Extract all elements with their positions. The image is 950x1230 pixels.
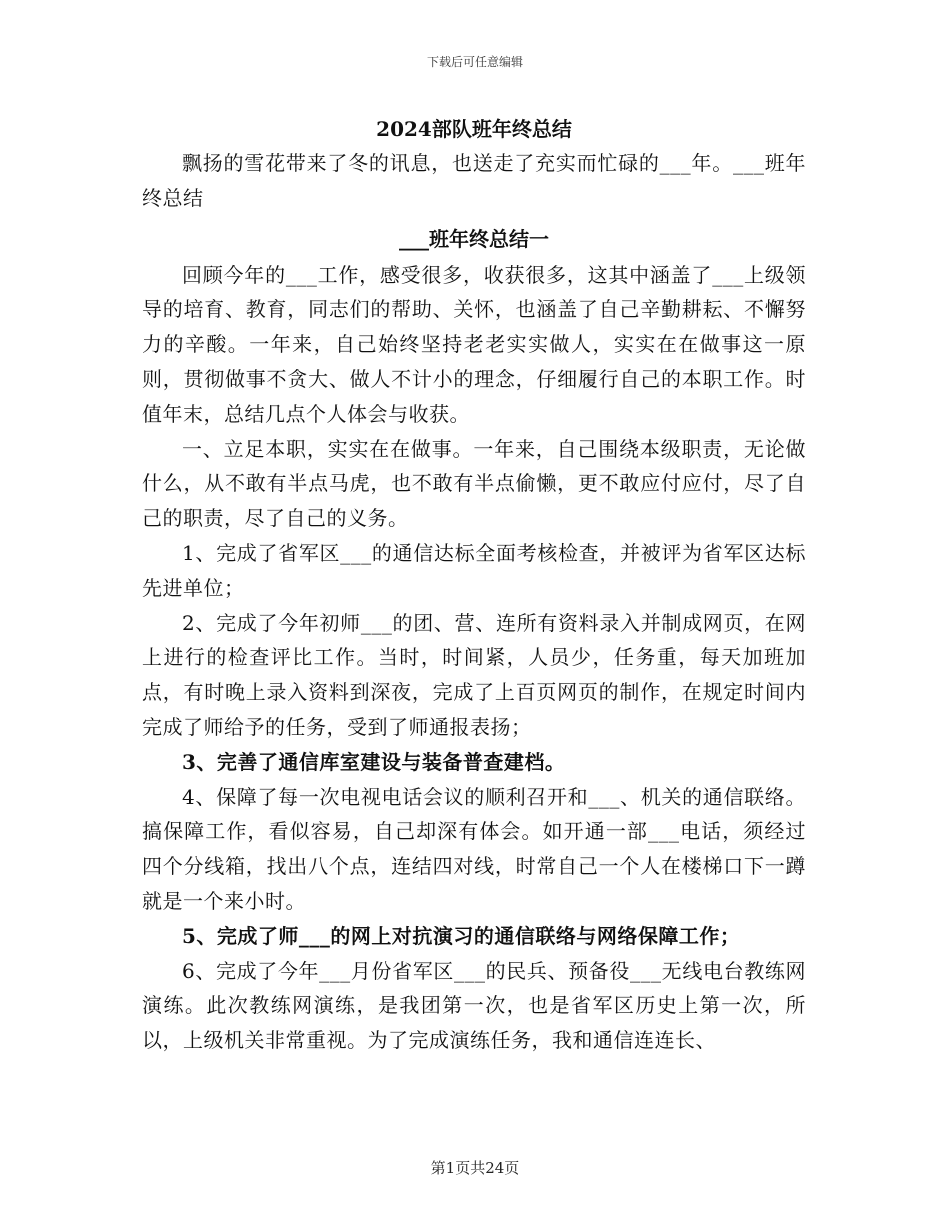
body-paragraph: 5、完成了师___的网上对抗演习的通信联络与网络保障工作； (182, 923, 741, 948)
section-title: ___班年终总结一 (399, 226, 549, 251)
body-paragraph: 3、完善了通信库室建设与装备普查建档。 (182, 749, 566, 774)
intro-paragraph: 飘扬的雪花带来了冬的讯息，也送走了充实而忙碌的___年。___班年终总结 (142, 151, 806, 210)
body-paragraph: 4、保障了每一次电视电话会议的顺利召开和___、机关的通信联络。搞保障工作，看似容易，自己却深有体会。如开通一部___电话，须经过四个分线箱，找出八个点，连结四对线，时常自己一个人在楼梯口下一蹲就是一个来小时。 (142, 784, 806, 913)
body-paragraph: 1、完成了省军区___的通信达标全面考核检查，并被评为省军区达标先进单位； (142, 540, 806, 600)
page-number: 第1页共24页 (430, 1159, 520, 1177)
document-body (142, 112, 806, 1058)
body-paragraph: 一、立足本职，实实在在做事。一年来，自己围绕本级职责，无论做什么，从不敢有半点马虎，也不敢有半点偷懒，更不敢应付应付，尽了自己的职责，尽了自己的义务。 (142, 436, 806, 531)
body-paragraph: 2、完成了今年初师___的团、营、连所有资料录入并制成网页，在网上进行的检查评比工作。当时，时间紧，人员少，任务重，每天加班加点，有时晚上录入资料到深夜，完成了上百页网页的制作，在规定时间内完成了师给予的任务，受到了师通报表扬； (142, 610, 806, 739)
body-paragraph: 回顾今年的___工作，感受很多，收获很多，这其中涵盖了___上级领导的培育、教育，同志们的帮助、关怀，也涵盖了自己辛勤耕耘、不懈努力的辛酸。一年来，自己始终坚持老老实实做人，实实在在做事这一原则，贯彻做事不贪大、做人不计小的理念，仔细履行自己的本职工作。时值年末，总结几点个人体会与收获。 (142, 262, 806, 426)
header-note: 下载后可任意编辑 (426, 55, 523, 69)
document-title: 2024部队班年终总结 (376, 117, 572, 141)
paragraph-list (142, 258, 806, 1058)
body-paragraph: 6、完成了今年___月份省军区___的民兵、预备役___无线电台教练网演练。此次教练网演练，是我团第一次，也是省军区历史上第一次，所以，上级机关非常重视。为了完成演练任务，我和通信连连长、 (142, 958, 806, 1053)
